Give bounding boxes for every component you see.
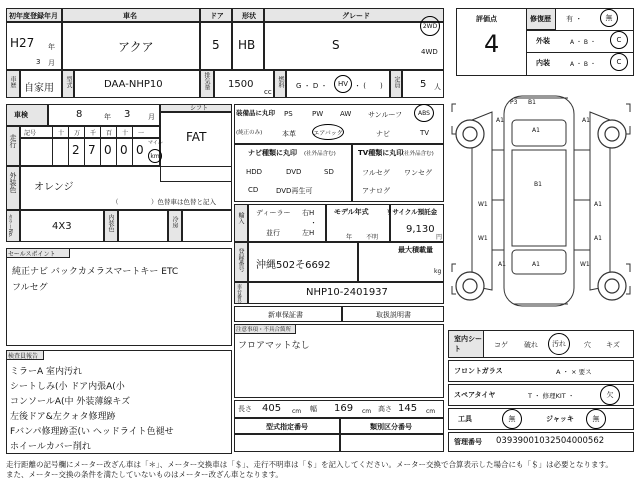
type-code-label: 型式指定番号 [266,423,308,431]
class-code-label: 類別区分番号 [370,423,412,431]
seat-hole: 穴 [584,341,591,349]
max-load-label: 最大積載量 [398,246,433,254]
exterior-options: A ・ B ・ [570,39,596,46]
displacement-label: 排気量 [203,72,210,90]
capacity-value: 5 [420,79,427,90]
mileage-digit-1: 7 [88,143,96,157]
mileage-label: 走行 [9,134,17,148]
model-year-label: モデル年式 [334,208,369,216]
width-unit: cm [362,408,372,415]
cooler-cell [182,210,232,242]
fuel-hv-mark: HV [334,75,352,93]
first-reg-label: 初年度登録年月 [9,12,58,20]
seat-scratch: キズ [606,341,620,349]
width-value: 169 [334,403,354,414]
navi-sd: SD [324,168,334,176]
score-label: 評価点 [476,15,497,23]
import-left: 左H [302,229,315,237]
attention-box [234,324,444,398]
mark-a1-hood: A1 [532,127,540,134]
navi-hdd: HDD [246,168,263,176]
tv-fullseg: フルセグ [362,169,390,177]
mark-a1-left-back: A1 [498,261,506,268]
import-dealer: ディーラー [256,209,291,217]
type-code-value-cell [234,434,340,452]
management-value: 0393900103250400056​2 [496,436,605,446]
footer-line-2: また、メーター交換の条件を満たしていないものはメーター改ざん車となります。 [6,470,283,479]
equip-tv: TV [420,129,430,137]
registration-value: 沖縄502そ6692 [256,260,331,271]
sales-points-line1: 純正ナビ バックカメラスマートキー ETC [12,267,179,277]
height-unit: cm [426,408,436,415]
mark-w1-left-mid: W1 [478,201,488,208]
first-reg-year-suffix: 年 [48,43,55,51]
inspection-year-suffix: 年 [104,113,111,121]
grade-label: グレード [342,12,370,20]
mileage-digit-2: 0 [104,143,112,157]
drive-2wd-mark: 2WD [420,16,440,36]
recycle-label: リサイクル預託金 [386,208,438,216]
mileage-unit-6: 一 [138,130,145,137]
equip-pw: PW [312,110,324,118]
repair-options: 有 ・ [566,15,583,23]
interior-color-cell [118,210,168,242]
class-code-value-cell [340,434,444,452]
color-no-label: カラーNo. [7,214,13,238]
mark-b1-front: B1 [528,99,536,106]
tv-label: TV種類に丸印 [358,149,404,157]
glass-value: A ・ × 要ス [556,368,592,376]
manual-label: 取扱説明書 [376,311,411,319]
mileage-mile: マイル [148,140,163,146]
model-value: DAA-NHP10 [104,79,163,90]
mark-p3: P3 [510,99,518,106]
model-year-unknown: 不明 [366,234,379,241]
shape-value: HB [238,38,256,52]
color-label: 外装色 [9,172,17,193]
shift-label: シフト [190,105,209,112]
grade-cell [264,22,444,70]
mileage-digit-4: 0 [136,143,144,157]
type-label: 型式 [65,76,72,88]
equipment-sub: (純正のみ) [236,130,263,136]
recycle-value: 9,130 [406,224,435,235]
jack-none-mark: 無 [586,409,606,429]
exterior-label: 外装 [536,37,550,45]
spare-label: スペアタイヤ [454,391,496,399]
warranty-label: 新車保証書 [268,311,303,319]
fuel-options: G ・ D ・ [296,82,328,90]
repair-label: 修復歴 [530,15,551,23]
tv-sub: (社外品含む) [402,151,434,157]
mileage-digit-3: 0 [120,143,128,157]
interior-label: 内装 [536,59,550,67]
sales-points-box [6,248,232,346]
inspector-notes-label: 検査員報告 [8,353,39,360]
capacity-label: 定員 [393,76,400,88]
attention-value: フロアマットなし [238,341,310,351]
equip-abs-mark: ABS [414,104,434,122]
seat-tear: 破れ [524,341,538,349]
mark-w1-left-rear: W1 [478,235,488,242]
exterior-grade-mark: C [610,31,628,49]
interior-options: A ・ B ・ [570,61,596,68]
mileage-unit-2: 万 [74,130,81,137]
inspector-note-0: ミラーA 室内汚れ [10,367,83,377]
seat-label: 室内シート [454,335,482,353]
footer-line-1: 走行距離の記号欄にメーター改ざん車は「＊」、メーター交換車は「＄」、走行不明車は「＄」を記入してください。メーター交換で合算表示した場合にも「＄」は必要となります。 [6,460,613,469]
import-right: 右H [302,209,315,217]
tools-none-mark: 無 [502,409,522,429]
equip-leather: 本革 [282,130,296,138]
equip-airbag-mark: エアバック [312,124,344,140]
capacity-unit: 人 [434,83,441,91]
mark-a1-right-front: A1 [582,117,590,124]
registration-label: 登録番号 [237,248,244,272]
length-value: 405 [262,403,282,414]
mark-b1-roof: B1 [534,181,542,188]
chassis-value: NHP10-2401937 [306,287,388,298]
use-value: 自家用 [24,83,54,94]
attention-label: 注意事項・不具合箇所 [236,327,292,333]
interior-color-label: 内装色 [107,214,114,232]
sales-points-line2: フルセグ [12,283,48,293]
mileage-unit-4: 百 [106,130,113,137]
inspection-year: 8 [76,109,83,120]
width-label: 幅 [310,405,317,413]
equip-sunroof: サンルーフ [368,111,403,119]
equip-aw: AW [340,110,352,118]
shift-value: FAT [186,130,207,144]
drive-4wd: 4WD [421,48,438,56]
mark-a1-right-mid: A1 [594,201,602,208]
displacement-value: 1500 [228,79,254,90]
length-label: 長さ [238,405,252,413]
navi-dvd: DVD [286,168,302,176]
management-label: 管理番号 [454,438,482,446]
score-value: 4 [484,30,500,58]
inspection-month: 3 [124,109,131,120]
navi-dvd-play: DVD再生可 [276,187,313,195]
mileage-unit-1: 十 [58,130,65,137]
cooler-label: 冷房 [171,216,178,228]
tools-row [448,408,634,430]
equipment-label: 装備品に丸印 [236,109,275,117]
first-reg-month: 3 [36,58,41,66]
mileage-unit-3: 千 [90,130,97,137]
sales-points-label: セールスポイント [8,251,56,258]
glass-label: フロントガラス [454,367,503,375]
model-year-suffix: 年 [346,234,353,241]
fuel-label: 燃料 [277,76,284,88]
first-reg-month-suffix: 月 [48,59,55,67]
repair-no-mark: 無 [600,9,618,27]
mark-a1-rear: A1 [532,261,540,268]
height-label: 高さ [378,405,392,413]
inspector-note-1: シートしみ(小 ドア内張A(小 [10,382,125,392]
shape-label: 形状 [242,12,256,20]
import-dot-1: ・ [310,219,317,227]
mileage-unit-5: 十 [122,130,129,137]
car-name-label: 車名 [123,12,137,20]
mileage-digit-0: 2 [72,143,80,157]
chassis-label: 車台番号 [236,284,242,304]
fuel-rest: ・ ( ) [354,82,383,90]
inspection-label: 車検 [14,111,28,119]
spare-missing-mark: 欠 [600,385,620,405]
tv-oneseg: ワンセグ [404,169,432,177]
category-label: 車歴 [9,76,16,88]
mark-a1-right-rear: A1 [594,235,602,242]
inspector-note-5: ホイールカバー削れ [10,442,91,452]
import-parallel: 並行 [266,229,280,237]
grade-value: S [332,38,340,52]
import-label: 輸入 [237,212,244,224]
mileage-unit-0: 記号 [24,130,37,137]
inspector-note-3: 左後ドア&左クォタ修理跡 [10,412,116,422]
navi-sub: (社外品含む) [304,151,336,157]
color-no-value: 4X3 [52,221,72,232]
inspector-note-2: コンソールA(中 外装薄線キズ [10,397,131,407]
color-note: （ ）色替車は色替と記入 [112,198,216,206]
max-load-unit: kg [434,268,442,275]
cc-unit: cc [264,88,272,96]
inspector-note-4: Fバンパ修理跡歪(い ヘッドライト色褪せ [10,427,174,437]
tv-analog: アナログ [362,187,390,195]
door-label: ドア [210,12,224,20]
mark-w1-right-back: W1 [580,261,590,268]
door-count: 5 [212,38,220,52]
car-damage-diagram [448,90,634,320]
mark-a1-left-front: A1 [496,117,504,124]
equip-navi: ナビ [376,130,390,138]
first-reg-era: H27 [10,36,35,50]
interior-grade-mark: C [610,53,628,71]
seat-burn: コゲ [494,341,508,349]
height-value: 145 [398,403,418,414]
recycle-unit: 円 [436,234,443,241]
equip-ps: PS [284,110,293,118]
jack-label: ジャッキ [546,415,574,423]
car-name: アクア [118,40,154,54]
navi-label: ナビ種類に丸印 [248,149,297,157]
length-unit: cm [292,408,302,415]
color-value: オレンジ [34,182,74,193]
seat-dirt-mark: 汚れ [548,333,570,355]
inspection-month-suffix: 月 [148,113,155,121]
tools-label: 工具 [458,415,472,423]
spare-options: T ・ 修理KIT ・ [528,392,575,400]
mileage-km-mark: km [148,149,162,163]
navi-cd: CD [248,186,259,194]
